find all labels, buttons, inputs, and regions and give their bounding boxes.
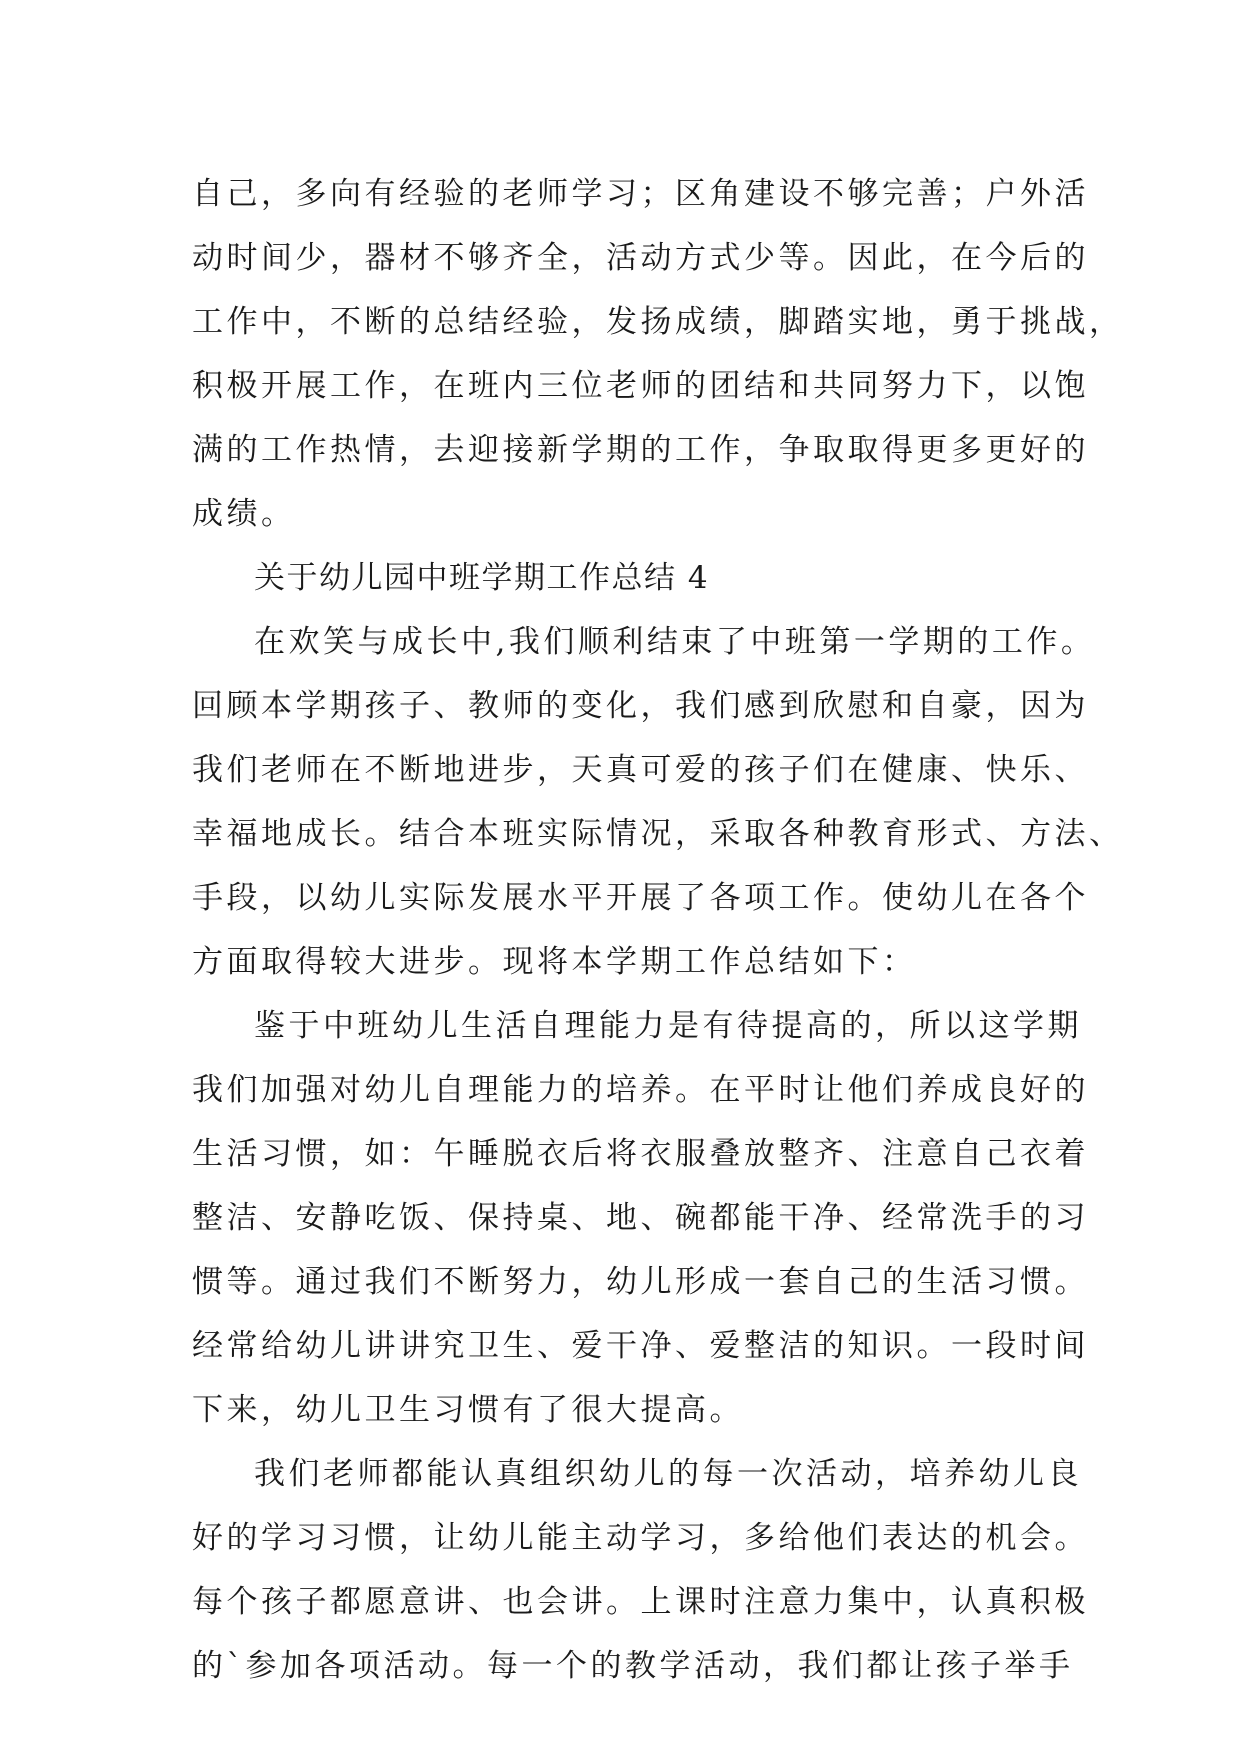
body-line: 经常给幼儿讲讲究卫生、爱干净、爱整洁的知识。一段时间 [192, 1328, 1089, 1364]
body-line: 惯等。通过我们不断努力，幼儿形成一套自己的生活习惯。 [192, 1264, 1089, 1300]
section-heading: 关于幼儿园中班学期工作总结 4 [254, 560, 710, 596]
body-line: 好的学习习惯，让幼儿能主动学习，多给他们表达的机会。 [192, 1520, 1089, 1556]
body-line: 幸福地成长。结合本班实际情况，采取各种教育形式、方法、 [192, 816, 1124, 852]
document-body [192, 162, 1124, 1698]
body-line: 成绩。 [192, 496, 296, 532]
body-line: 动时间少，器材不够齐全，活动方式少等。因此，在今后的 [192, 240, 1089, 276]
body-line: 满的工作热情，去迎接新学期的工作，争取取得更多更好的 [192, 432, 1089, 468]
body-line: 回顾本学期孩子、教师的变化，我们感到欣慰和自豪，因为 [192, 688, 1089, 724]
body-line: 每个孩子都愿意讲、也会讲。上课时注意力集中，认真积极 [192, 1584, 1089, 1620]
body-line: 我们加强对幼儿自理能力的培养。在平时让他们养成良好的 [192, 1072, 1089, 1108]
body-line: 的`参加各项活动。每一个的教学活动，我们都让孩子举手 [192, 1648, 1074, 1684]
body-line: 工作中，不断的总结经验，发扬成绩，脚踏实地，勇于挑战， [192, 304, 1124, 340]
body-line: 整洁、安静吃饭、保持桌、地、碗都能干净、经常洗手的习 [192, 1200, 1089, 1236]
body-line: 我们老师在不断地进步，天真可爱的孩子们在健康、快乐、 [192, 752, 1089, 788]
body-line: 手段，以幼儿实际发展水平开展了各项工作。使幼儿在各个 [192, 880, 1089, 916]
paragraph-first-line: 我们老师都能认真组织幼儿的每一次活动，培养幼儿良 [254, 1456, 1082, 1492]
body-line: 下来，幼儿卫生习惯有了很大提高。 [192, 1392, 744, 1428]
body-line: 自己，多向有经验的老师学习；区角建设不够完善；户外活 [192, 176, 1089, 212]
body-line: 方面取得较大进步。现将本学期工作总结如下： [192, 944, 917, 980]
body-line: 生活习惯，如：午睡脱衣后将衣服叠放整齐、注意自己衣着 [192, 1136, 1089, 1172]
body-line: 积极开展工作，在班内三位老师的团结和共同努力下，以饱 [192, 368, 1089, 404]
paragraph-first-line: 在欢笑与成长中,我们顺利结束了中班第一学期的工作。 [254, 624, 1096, 660]
paragraph-first-line: 鉴于中班幼儿生活自理能力是有待提高的，所以这学期 [254, 1008, 1082, 1044]
